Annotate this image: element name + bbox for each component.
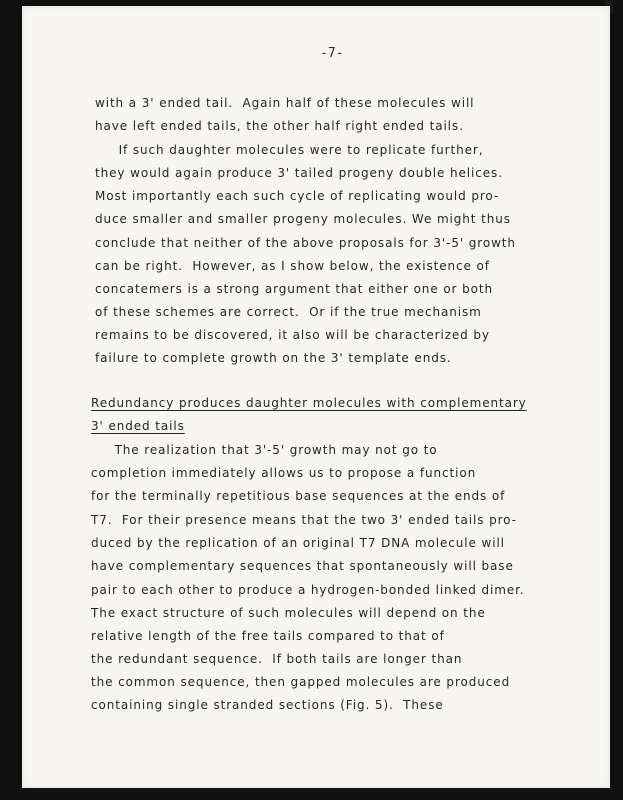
section-heading: 3' ended tails (91, 419, 185, 433)
text-line: conclude that neither of the above proposals for 3'-5' growth (95, 236, 516, 250)
text-line: relative length of the free tails compared to that of (91, 629, 445, 643)
text-line: the common sequence, then gapped molecules are produced (91, 675, 511, 689)
text-line: have complementary sequences that spontaneously will base (91, 559, 514, 573)
text-line: of these schemes are correct. Or if the true mechanism (95, 305, 482, 319)
text-line: remains to be discovered, it also will be characterized by (95, 328, 490, 342)
text-line: have left ended tails, the other half right ended tails. (95, 119, 464, 133)
text-line: The realization that 3'-5' growth may not go to (91, 443, 438, 457)
paper-sheet (22, 6, 610, 788)
text-line: If such daughter molecules were to replicate further, (95, 143, 484, 157)
text-line: they would again produce 3' tailed progeny double helices. (95, 166, 503, 180)
page-number: -7- (320, 46, 344, 61)
section-heading: Redundancy produces daughter molecules with complementary (91, 396, 527, 410)
text-line: duced by the replication of an original T7 DNA molecule will (91, 536, 505, 550)
text-line: the redundant sequence. If both tails are longer than (91, 652, 463, 666)
text-line: T7. For their presence means that the two 3' ended tails pro- (91, 513, 517, 527)
text-line: pair to each other to produce a hydrogen-bonded linked dimer. (91, 583, 525, 597)
text-line: The exact structure of such molecules will depend on the (91, 606, 486, 620)
text-line: can be right. However, as I show below, the existence of (95, 259, 490, 273)
text-line: failure to complete growth on the 3' template ends. (95, 351, 452, 365)
text-line: Most importantly each such cycle of replicating would pro- (95, 189, 500, 203)
text-line: completion immediately allows us to propose a function (91, 466, 477, 480)
text-line: duce smaller and smaller progeny molecules. We might thus (95, 212, 511, 226)
text-line: containing single stranded sections (Fig. 5). These (91, 698, 444, 712)
text-line: with a 3' ended tail. Again half of these molecules will (95, 96, 475, 110)
text-line: concatemers is a strong argument that either one or both (95, 282, 493, 296)
text-line: for the terminally repetitious base sequences at the ends of (91, 489, 506, 503)
